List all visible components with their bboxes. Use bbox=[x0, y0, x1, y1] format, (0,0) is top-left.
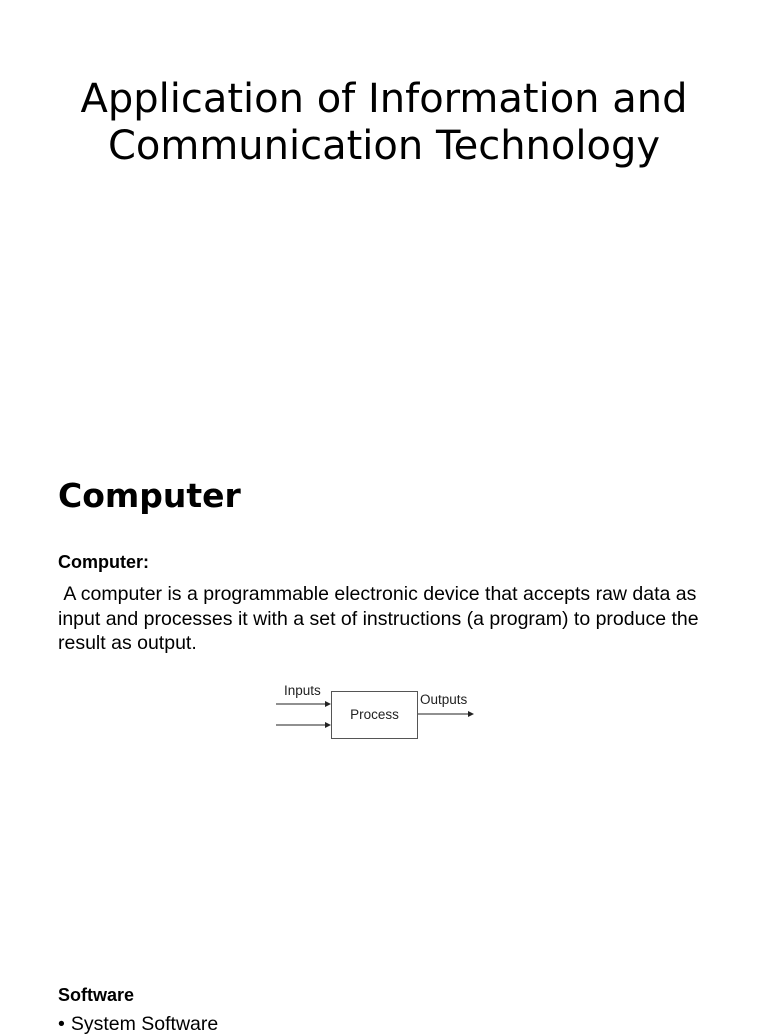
definition-label: Computer: bbox=[58, 552, 149, 572]
list-item-label: System Software bbox=[70, 1013, 219, 1035]
software-list bbox=[58, 1012, 218, 1036]
section-heading-software: Software bbox=[58, 985, 135, 1005]
bullet-icon: • bbox=[58, 1013, 65, 1035]
slide-title: Application of Information and Communication Technology bbox=[80, 76, 688, 169]
list-item bbox=[58, 1012, 218, 1036]
section-heading-computer: Computer bbox=[58, 476, 241, 515]
outputs-label: Outputs bbox=[420, 692, 468, 707]
inputs-label: Inputs bbox=[284, 683, 321, 698]
computer-definition-text: A computer is a programmable electronic device that accepts raw data as input and processes it with a set of instructions (a program) to produce the result as output. bbox=[58, 583, 699, 654]
input-process-output-diagram bbox=[270, 676, 485, 748]
process-label: Process bbox=[350, 707, 399, 722]
